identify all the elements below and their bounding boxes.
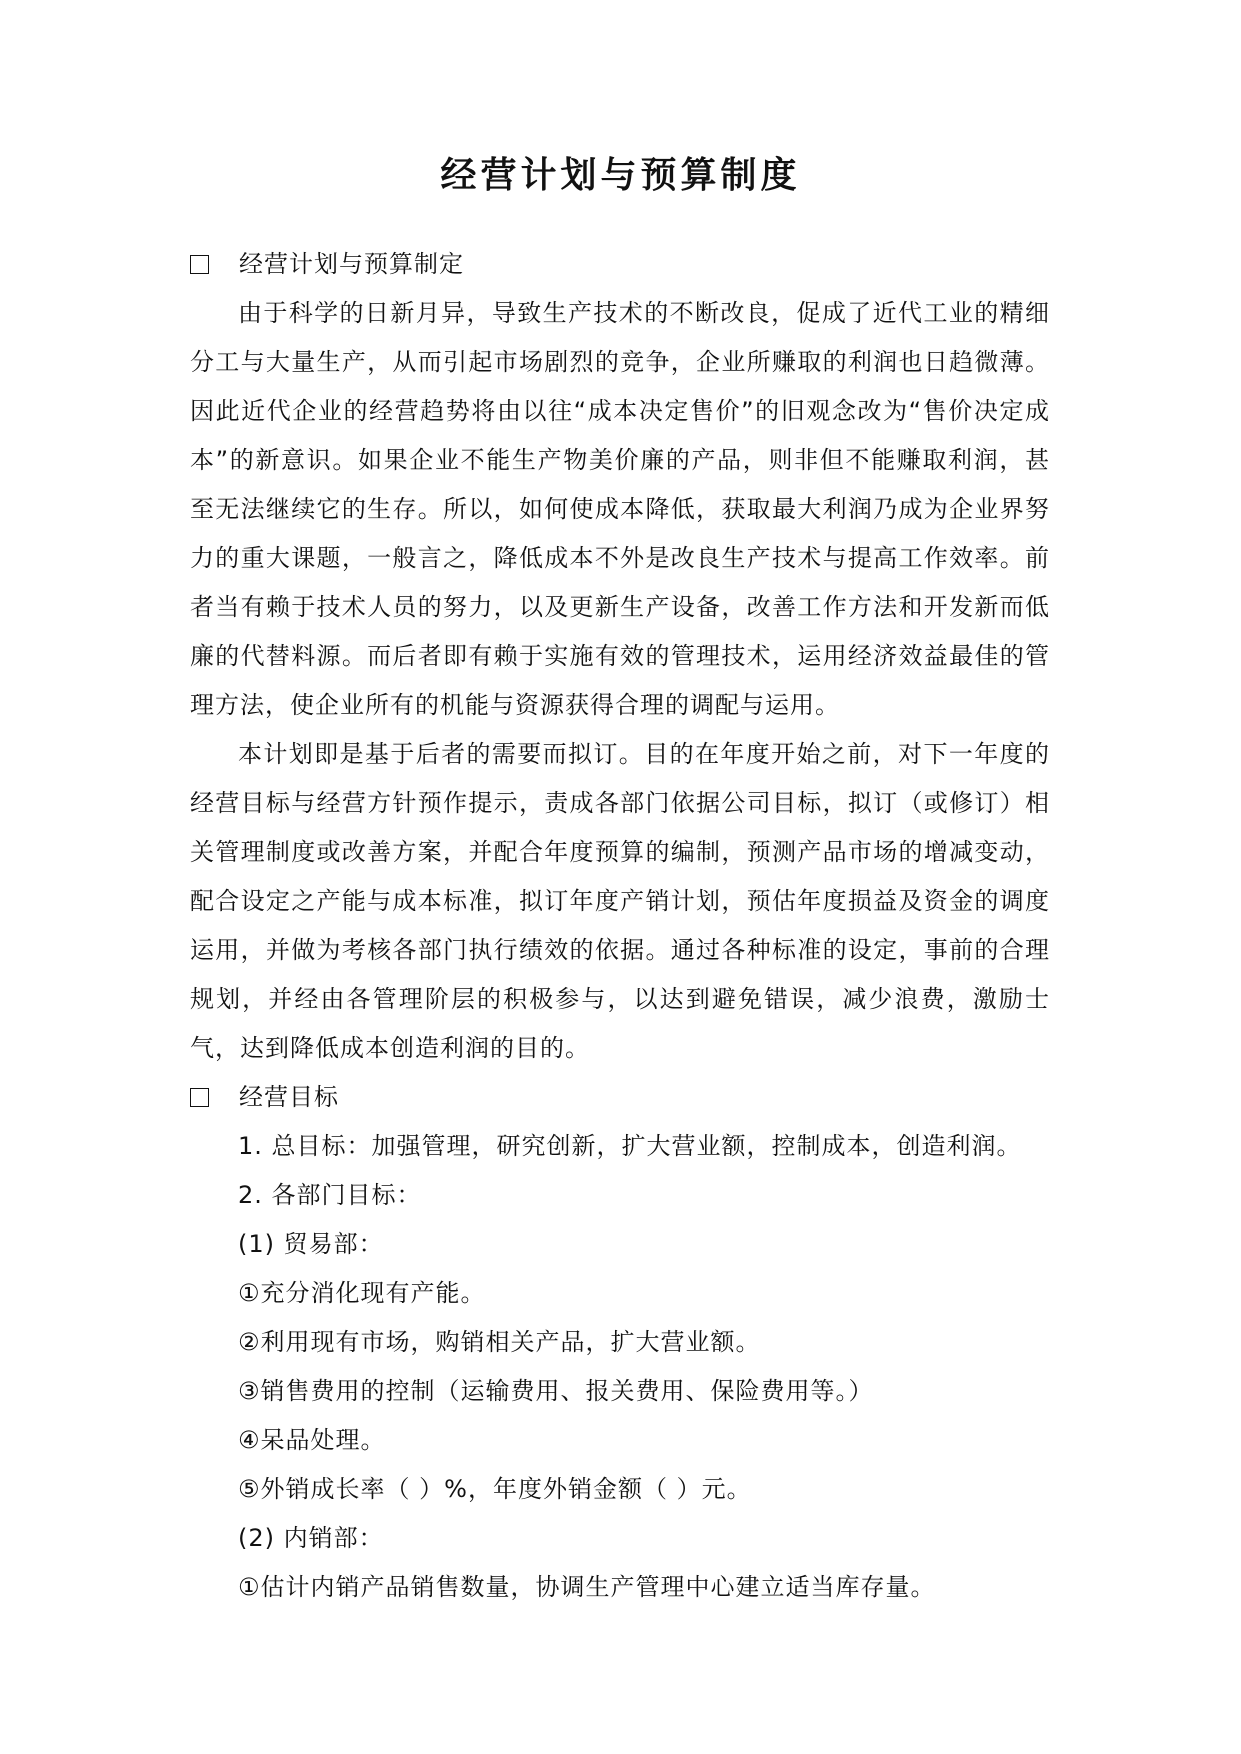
list-item: 1. 总目标：加强管理，研究创新，扩大营业额，控制成本，创造利润。: [238, 1132, 1022, 1160]
paragraph: 本计划即是基于后者的需要而拟订。目的在年度开始之前，对下一年度的经营目标与经营方针预作提示，责成各部门依据公司目标，拟订（或修订）相关管理制度或改善方案，并配合年度预算的编制，预测产品市场的增减变动，配合设定之产能与成本标准，拟订年度产销计划，预估年度损益及资金的调度运用，并做为考核各部门执行绩效的依据。通过各种标准的设定，事前的合理规划，并经由各管理阶层的积极参与，以达到避免错误，减少浪费，激励士气，达到降低成本创造利润的目的。: [190, 740, 1050, 1062]
paragraph: 由于科学的日新月异，导致生产技术的不断改良，促成了近代工业的精细分工与大量生产，从而引起市场剧烈的竞争，企业所赚取的利润也日趋微薄。因此近代企业的经营趋势将由以往“成本决定售价”的旧观念改为“售价决定成本”的新意识。如果企业不能生产物美价廉的产品，则非但不能赚取利润，甚至无法继续它的生存。所以，如何使成本降低，获取最大利润乃成为企业界努力的重大课题，一般言之，降低成本不外是改良生产技术与提高工作效率。前者当有赖于技术人员的努力，以及更新生产设备，改善工作方法和开发新而低廉的代替料源。而后者即有赖于实施有效的管理技术，运用经济效益最佳的管理方法，使企业所有的机能与资源获得合理的调配与运用。: [190, 299, 1050, 719]
list-item: 2. 各部门目标：: [238, 1181, 422, 1209]
list-item: ②利用现有市场，购销相关产品，扩大营业额。: [238, 1328, 761, 1356]
checkbox-icon: [190, 255, 209, 274]
section-heading-label: 经营目标: [239, 1083, 339, 1111]
section-heading-objectives: [190, 1073, 1050, 1122]
checkbox-icon: [190, 1088, 209, 1107]
section-heading-planning: [190, 240, 1050, 289]
list-item: ③销售费用的控制（运输费用、报关费用、保险费用等。）: [238, 1377, 874, 1405]
document-body: [190, 240, 1050, 1612]
list-item: ①充分消化现有产能。: [238, 1279, 486, 1307]
section-heading-label: 经营计划与预算制定: [239, 250, 464, 278]
document-title: 经营计划与预算制度: [440, 154, 801, 196]
list-item: (1) 贸易部：: [238, 1230, 384, 1258]
list-item: ④呆品处理。: [238, 1426, 386, 1454]
list-item: ①估计内销产品销售数量，协调生产管理中心建立适当库存量。: [238, 1573, 936, 1601]
list-item: (2) 内销部：: [238, 1524, 384, 1552]
list-item: ⑤外销成长率（ ）%，年度外销金额（ ）元。: [238, 1475, 752, 1503]
